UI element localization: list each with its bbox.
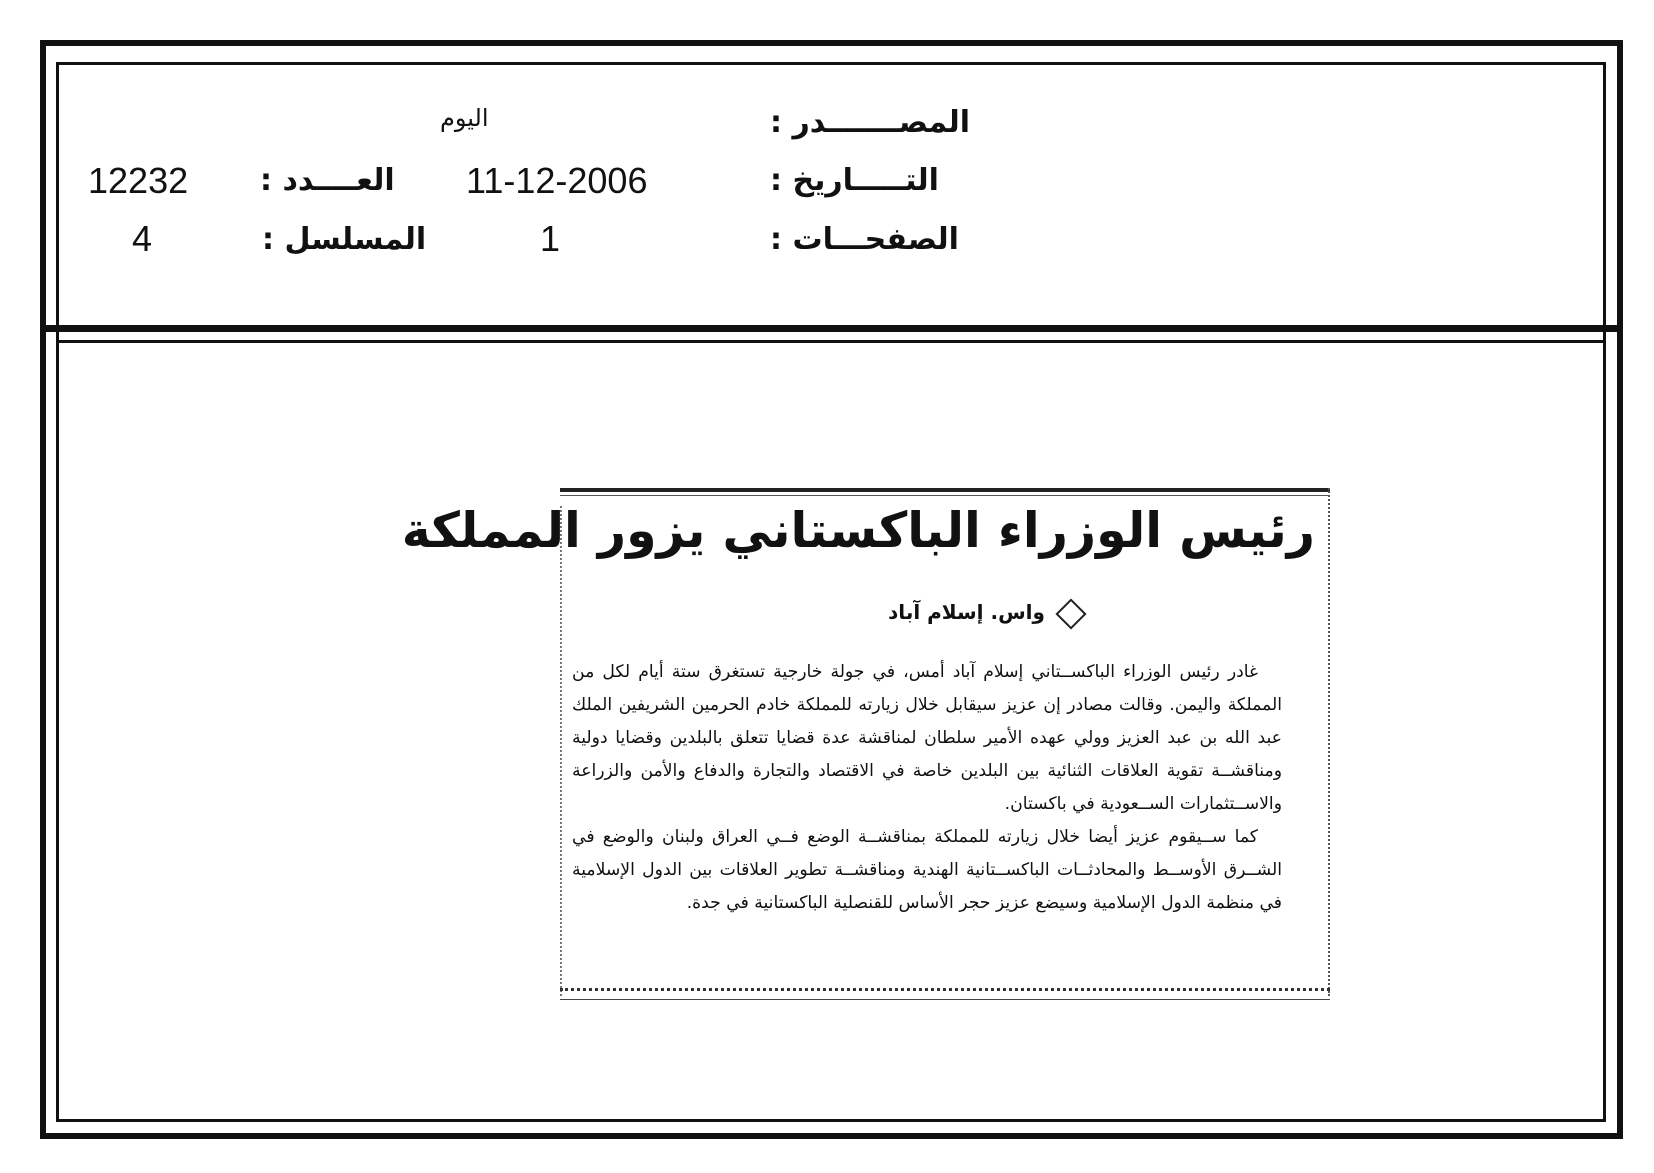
article-paragraph: كما ســيقوم عزيز أيضا خلال زيارته للمملكة بمناقشــة الوضع فــي العراق ولبنان والوضع في الشــرق الأوســط والمحادثــات الباكســتانية الهندية ومناقشــة تطوير العلاقات بين الدول الإسلامية في منظمة الدول الإسلامية وسيضع عزيز حجر الأساس للقنصلية الباكستانية في جدة. bbox=[572, 827, 1282, 913]
article-headline: رئيس الوزراء الباكستاني يزور المملكة bbox=[401, 502, 1315, 559]
pages-label: الصفحـــات : bbox=[770, 222, 959, 257]
date-value: 11-12-2006 bbox=[466, 160, 648, 201]
diamond-icon bbox=[1055, 598, 1086, 629]
clipping-right-rule bbox=[1326, 488, 1330, 996]
serial-label: المسلسل : bbox=[262, 222, 427, 257]
article-byline bbox=[860, 600, 1110, 625]
header-divider-thin bbox=[56, 340, 1606, 343]
source-label: المصـــــــدر : bbox=[770, 105, 971, 140]
news-clipping bbox=[401, 488, 1330, 1004]
clipping-top-rule-thin bbox=[560, 495, 1330, 496]
issue-value: 12232 bbox=[88, 160, 189, 201]
clipping-bottom-rule-thin bbox=[560, 999, 1330, 1000]
article-body bbox=[572, 656, 1282, 920]
issue-label: العــــدد : bbox=[260, 163, 395, 198]
clipping-left-rule bbox=[560, 506, 562, 996]
article-paragraph: غادر رئيس الوزراء الباكســتاني إسلام آباد أمس، في جولة خارجية تستغرق ستة أيام لكل من المملكة واليمن. وقالت مصادر إن عزيز سيقابل خلال زيارته للمملكة خادم الحرمين الشريفين الملك عبد الله بن عبد العزيز وولي عهده الأمير سلطان لمناقشة عدة قضايا تتعلق بالبلدين وقضايا دولية ومناقشــة تقوية العلاقات الثنائية بين البلدين خاصة في الاقتصاد والتجارة والدفاع والأمن والزراعة والاســتثمارات الســعودية في باكستان. bbox=[572, 662, 1282, 814]
header-divider bbox=[40, 325, 1623, 332]
clipping-top-rule bbox=[560, 488, 1330, 492]
clipping-bottom-rule bbox=[560, 988, 1330, 994]
source-value: اليوم bbox=[440, 104, 489, 132]
serial-value: 4 bbox=[132, 218, 153, 259]
byline-text: واس. إسلام آباد bbox=[888, 600, 1045, 624]
pages-value: 1 bbox=[540, 218, 561, 259]
date-label: التـــــاريخ : bbox=[770, 163, 939, 198]
